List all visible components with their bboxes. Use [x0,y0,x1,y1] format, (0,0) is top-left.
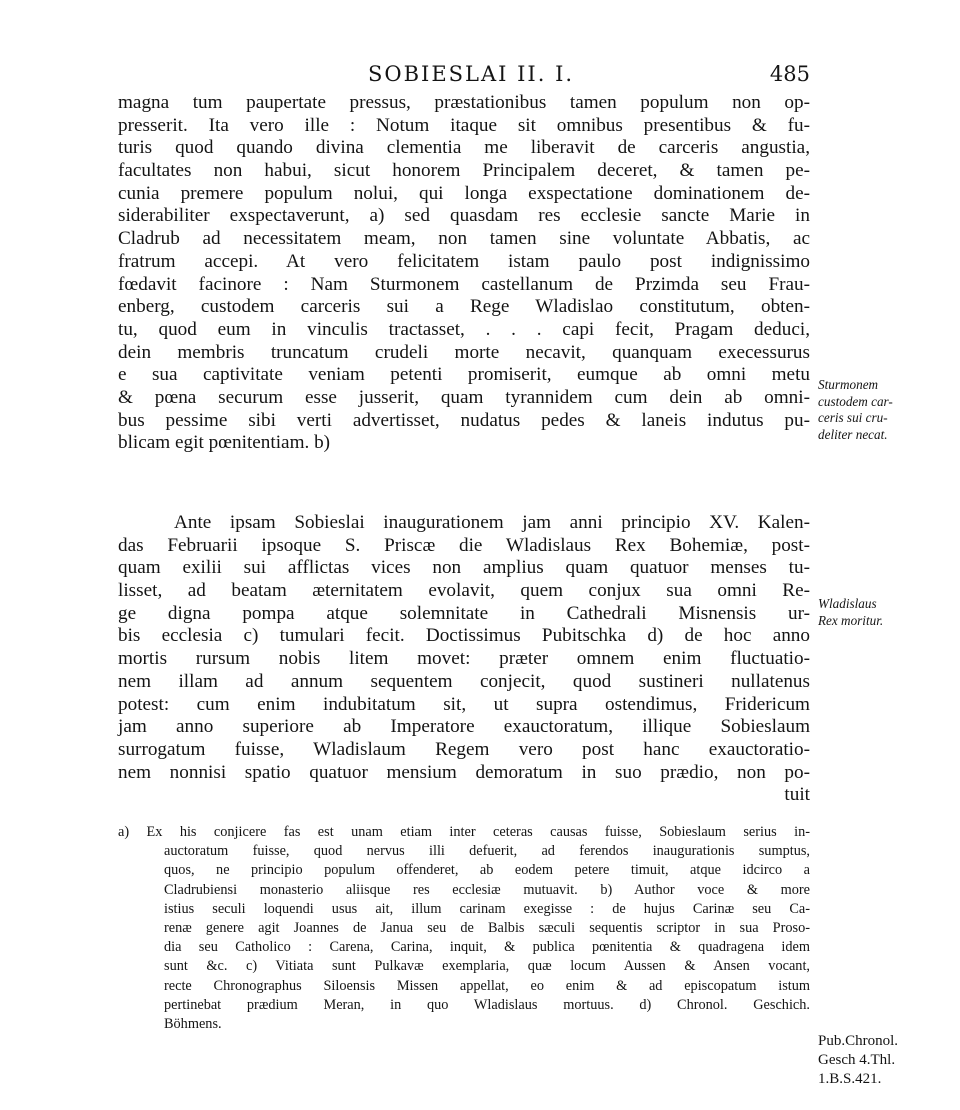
text-line: surrogatum fuisse, Wladislaum Regem vero post hanc exauctoratio- [118,738,810,760]
running-head: SOBIESLAI II. I. [368,62,575,86]
footnote-line: renæ genere agit Joannes de Janua seu de Balbis sæculi sequentis scriptor in sua Proso- [164,919,810,936]
text-line: dein membris truncatum crudeli morte necavit, quanquam execessurus [118,341,810,363]
footnote-line: istius seculi loquendi usus ait, illum carinam exegisse : de hujus Carinæ seu Ca- [164,900,810,917]
footnotes [118,823,810,1034]
text-line: fratrum accepi. At vero felicitatem istam paulo post indignissimo [118,250,810,272]
footnote-line: Böhmens. [164,1015,222,1032]
text-line: bus pessime sibi verti advertisset, nudatus pedes & laneis indutus pu- [118,409,810,431]
paragraph-1 [118,92,810,455]
margin-note-line: 1.B.S.421. [818,1071,882,1088]
footnote-line: quos, ne principio populum offenderet, ab eodem petere timuit, atque idcirco a [164,862,810,879]
text-line: quam exilii sui afflictas vices non amplius quam quatuor menses tu- [118,557,810,579]
margin-note-wladislaus [818,596,953,629]
text-line: bis ecclesia c) tumulari fecit. Doctissimus Pubitschka d) de hoc anno [118,625,810,647]
text-line: enberg, custodem carceris sui a Rege Wladislao constitutum, obten- [118,296,810,318]
footnote-line: a) Ex his conjicere fas est unam etiam inter ceteras causas fuisse, Sobieslaum serius in- [118,824,810,840]
margin-note-line: Pub.Chronol. [818,1033,899,1049]
paragraph-2 [118,512,810,807]
catchword: tuit [784,784,810,806]
text-line: Cladrub ad necessitatem meam, non tamen sine voluntate Abbatis, ac [118,228,810,250]
footnote-line: Cladrubiensi monasterio aliisque res ecclesiæ mutuavit. b) Author voce & more [164,881,810,898]
text-line: nem illam ad annum sequentem conjecit, quod sustineri nullatenus [118,670,810,692]
text-line: jam anno superiore ab Imperatore exauctoratum, illique Sobieslaum [118,716,810,738]
text-line: presserit. Ita vero ille : Notum itaque sit omnibus presentibus & fu- [118,114,810,136]
text-line: potest: cum enim indubitatum sit, ut supra ostendimus, Fridericum [118,693,810,715]
text-line: e sua captivitate veniam petenti promiserit, eumque ab omni metu [118,364,810,386]
margin-note-line: Wladislaus [818,596,877,611]
page-number: 485 [769,62,810,86]
text-line: siderabiliter exspectaverunt, a) sed quasdam res ecclesie sancte Marie in [118,205,810,227]
footnote-line: sunt &c. c) Vitiata sunt Pulkavæ exemplaria, quæ locum Aussen & Ansen vocant, [164,958,810,975]
margin-note-line: Rex moritur. [818,612,884,628]
margin-note-line: custodem car- [818,393,893,409]
text-line: fœdavit facinore : Nam Sturmonem castellanum de Przimda seu Frau- [118,273,810,295]
margin-note-sturmonem [818,377,953,443]
footnote-line: pertinebat prædium Meran, in quo Wladislaus mortuus. d) Chronol. Geschich. [164,996,810,1013]
page-header [118,62,810,92]
margin-note-reference [818,1032,953,1090]
margin-note-line: Sturmonem [818,377,879,392]
text-line: cunia premere populum nolui, qui longa exspectatione dominationem de- [118,182,810,204]
text-line: ge digna pompa atque solemnitate in Cathedrali Misnensis ur- [118,602,810,624]
margin-note-line: ceris sui cru- [818,410,888,425]
text-line: magna tum paupertate pressus, præstationibus tamen populum non op- [118,92,810,113]
text-line: mortis rursum nobis litem movet: præter omnem enim fluctuatio- [118,648,810,670]
footnote-line: auctoratum fuisse, quod nervus illi defuerit, ad ferendos inaugurationis sumptus, [164,843,810,860]
text-line: lisset, ad beatam æternitatem evolavit, quem conjux sua omni Re- [118,580,810,602]
margin-note-line: deliter necat. [818,426,888,442]
text-line: facultates non habui, sicut honorem Principalem deceret, & tamen pe- [118,160,810,182]
text-line: nem nonnisi spatio quatuor mensium demoratum in suo prædio, non po- [118,761,810,783]
margin-note-line: Gesch 4.Thl. [818,1052,896,1069]
text-line: blicam egit pœnitentiam. b) [118,432,331,454]
text-line: turis quod quando divina clementia me liberavit de carceris angustia, [118,137,810,159]
footnote-line: recte Chronographus Siloensis Missen appellat, eo enim & ad episcopatum istum [164,977,810,994]
footnote-line: dia seu Catholico : Carena, Carina, inquit, & publica pœnitentia & quadragena idem [164,939,810,956]
text-line: tu, quod eum in vinculis tractasset, . . . capi fecit, Pragam deduci, [118,318,810,340]
text-line: das Februarii ipsoque S. Priscæ die Wladislaus Rex Bohemiæ, post- [118,534,810,556]
text-line: Ante ipsam Sobieslai inaugurationem jam anni principio XV. Kalen- [174,512,810,533]
text-line: & pœna securum esse jusserit, quam tyrannidem cum dein ab omni- [118,386,810,408]
